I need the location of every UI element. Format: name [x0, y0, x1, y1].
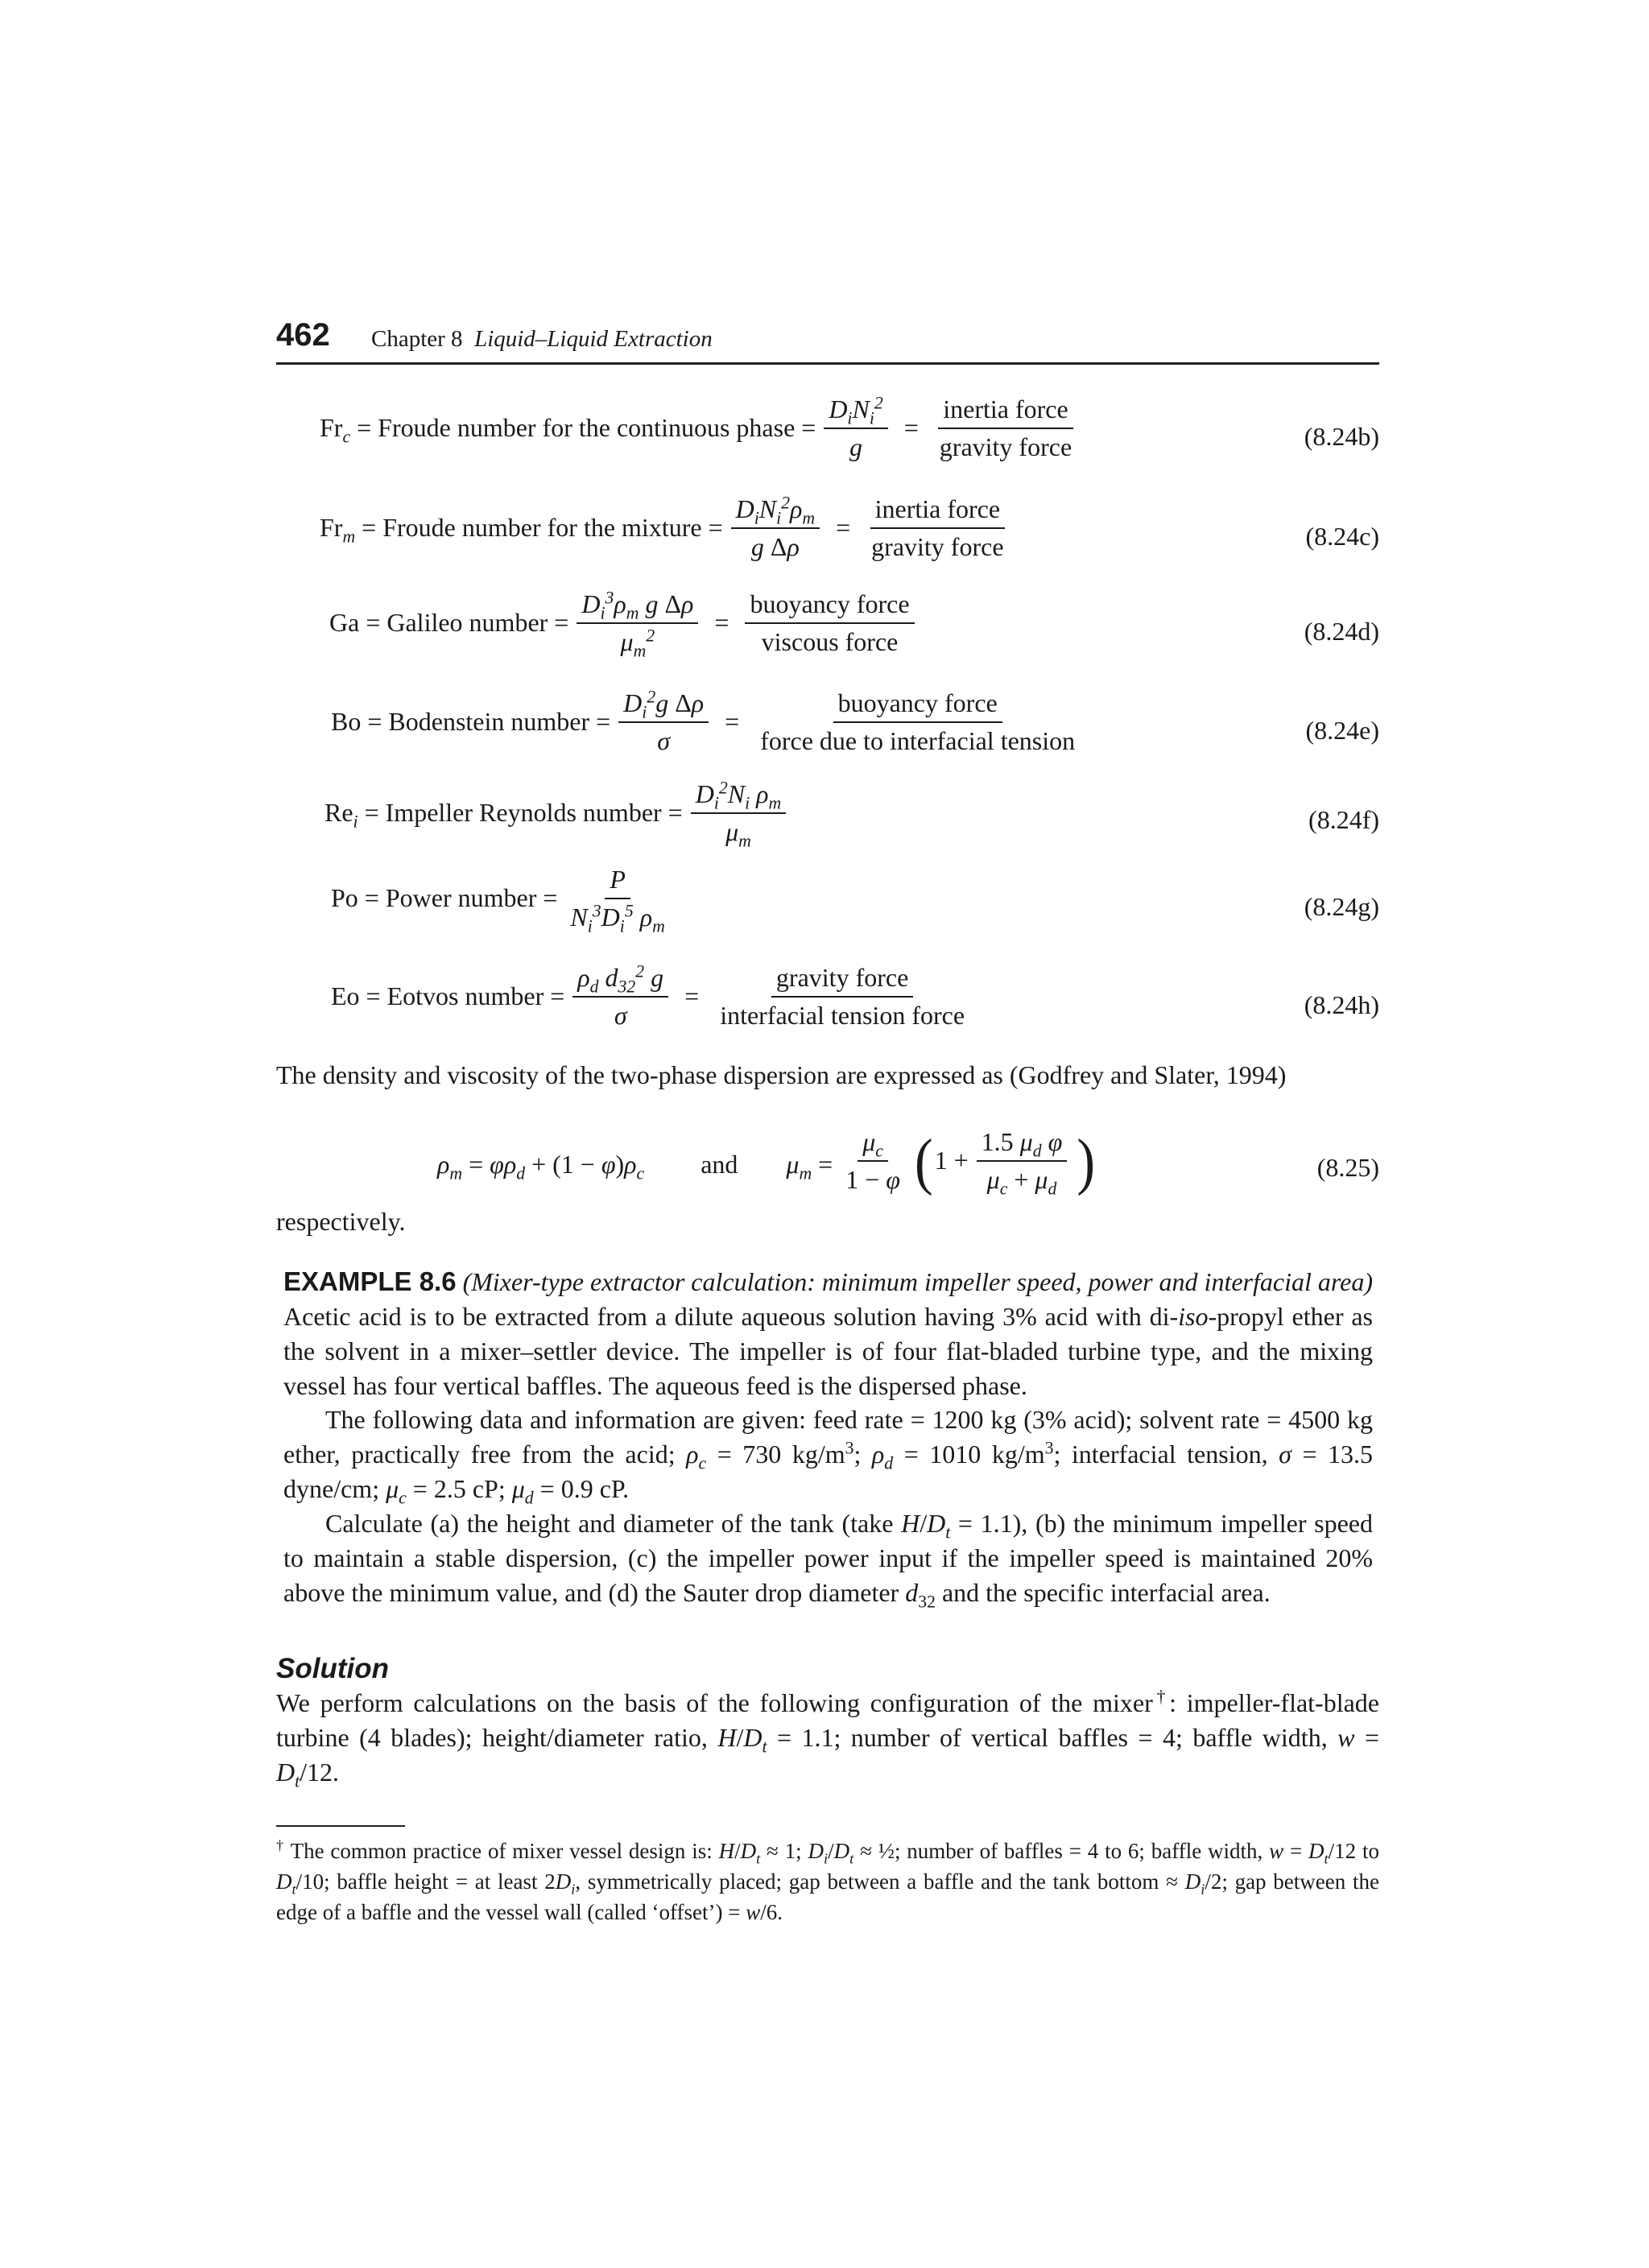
example-given-data: The following data and information are given: feed rate = 1200 kg (3% acid); solvent rate = 4500 kg ether, practically free from the acid; $\rho_c = 730$ $kg/m^3$; $\rho_d = 1010$ $kg/m^3$; interfacial tension, σ = 13.5 dyne/cm; $\mu_c = 2.5$ cP; $\mu_d = 0.9$ cP.: [283, 1405, 1374, 1508]
equation-number: (8.24f): [1308, 805, 1379, 834]
equation-number: (8.24c): [1305, 522, 1379, 551]
equation-number: (8.24h): [1304, 990, 1379, 1019]
example-tasks: Calculate (a) the height and diameter of the tank (take $H/D_t = 1.1$), (b) the minimum impeller speed to maintain a stable dispersion, (c) the impeller power input if the impeller speed is maintained 20% above the minimum value, and (d) the Sauter drop diameter $d_{32}$ and the specific interfacial area.: [283, 1509, 1374, 1612]
running-header: [276, 316, 1379, 365]
equation-8-25: $\rho_m = \varphi\rho_d + (1 - \varphi)\rho_c$ and $\mu_m$ = $\frac{\mu_c}{1 - \varphi}$ ( 1 + $\frac{1.5 \mu_d \varphi}{\mu_c + \mu_d}$ ) (8.25): [437, 1126, 1379, 1199]
footnote-rule: [276, 1825, 405, 1827]
footnote: † The common practice of mixer vessel design is: $H/D_t \approx 1$; $D_i/D_t$ ≈ ½; number of baffles = 4 to 6; baffle width, $w = D_t/12$ to $D_t/10$; baffle height = at least $2D_i$, symmetrically placed; gap between a baffle and the tank bottom ≈ $D_i/2$; gap between the edge of a baffle and the vessel wall (called ‘offset’) = w/6.: [276, 1837, 1379, 1924]
equation-8-24e: Bo = Bodenstein number = $\frac{D_i^2g \Delta\rho}{\sigma}$ = $\frac{\text{buoyancy force}}{\text{force due to interfacial tension}}$ (8.24e): [331, 687, 1379, 755]
example-title: (Mixer-type extractor calculation: minimum impeller speed, power and interfacial area): [462, 1267, 1374, 1296]
solution-heading: Solution: [276, 1653, 389, 1684]
equation-8-24g: Po = Power number = $\frac{P}{N_i^3D_i^5 \rho_m}$ (8.24g): [331, 865, 1379, 936]
equation-number: (8.25): [1316, 1153, 1379, 1182]
page-number: 462: [276, 317, 330, 353]
equation-8-24d: Ga = Galileo number = $\frac{D_i^3\rho_m g \Delta\rho}{\mu_m^2}$ = $\frac{\text{buoyancy force}}{\text{viscous force}}$ (8.24d): [329, 588, 1379, 661]
equation-number: (8.24b): [1304, 422, 1379, 451]
equation-number: (8.24e): [1305, 716, 1379, 745]
equation-number: (8.24g): [1304, 892, 1379, 921]
example-label: EXAMPLE 8.6: [283, 1266, 457, 1296]
equation-number: (8.24d): [1304, 617, 1379, 646]
solution-text: We perform calculations on the basis of the following configuration of the mixer†: impeller-flat-blade turbine (4 blades); height/diameter ratio, $H/D_t = 1.1$; number of vertical baffles = 4; baffle width, $w = D_t/12$.: [276, 1687, 1380, 1791]
example-8-6-statement: EXAMPLE 8.6 (Mixer-type extractor calculation: minimum impeller speed, power and interfacial area) Acetic acid is to be extracted from a dilute aqueous solution having 3% acid with di-iso-propyl ether as the solvent in a mixer–settler device. The impeller is of four flat-bladed turbine type, and the mixing vessel has four vertical baffles. The aqueous feed is the dispersed phase.: [283, 1266, 1374, 1400]
respectively-text: respectively.: [276, 1207, 406, 1236]
chapter-label: Chapter 8 Liquid–Liquid Extraction: [371, 326, 713, 352]
dispersion-intro: The density and viscosity of the two-phase dispersion are expressed as (Godfrey and Slater, 1994): [276, 1060, 1287, 1089]
equation-8-24f: $Re_i$ = Impeller Reynolds number = $\frac{D_i^2N_i \rho_m}{\mu_m}$ (8.24f): [324, 778, 1379, 851]
equation-8-24b: $Fr_c$ = Froude number for the continuous phase = $\frac{D_iN_i^2}{g}$ = $\frac{\text{inertia force}}{\text{gravity force}}$ (8.24b): [320, 393, 1379, 461]
chapter-title: Liquid–Liquid Extraction: [474, 326, 713, 352]
equation-8-24h: Eo = Eotvos number = $\frac{\rho_d d_{32}^2 g}{\sigma}$ = $\frac{\text{gravity force}}{\text{interfacial tension force}}$ (8.24h): [331, 961, 1379, 1030]
equation-8-24c: $Fr_m$ = Froude number for the mixture = $\frac{D_iN_i^2\rho_m}{\text{g Δρ}}$ = $\frac{\text{inertia force}}{\text{gravity force}}$ (8.24c): [320, 493, 1379, 561]
